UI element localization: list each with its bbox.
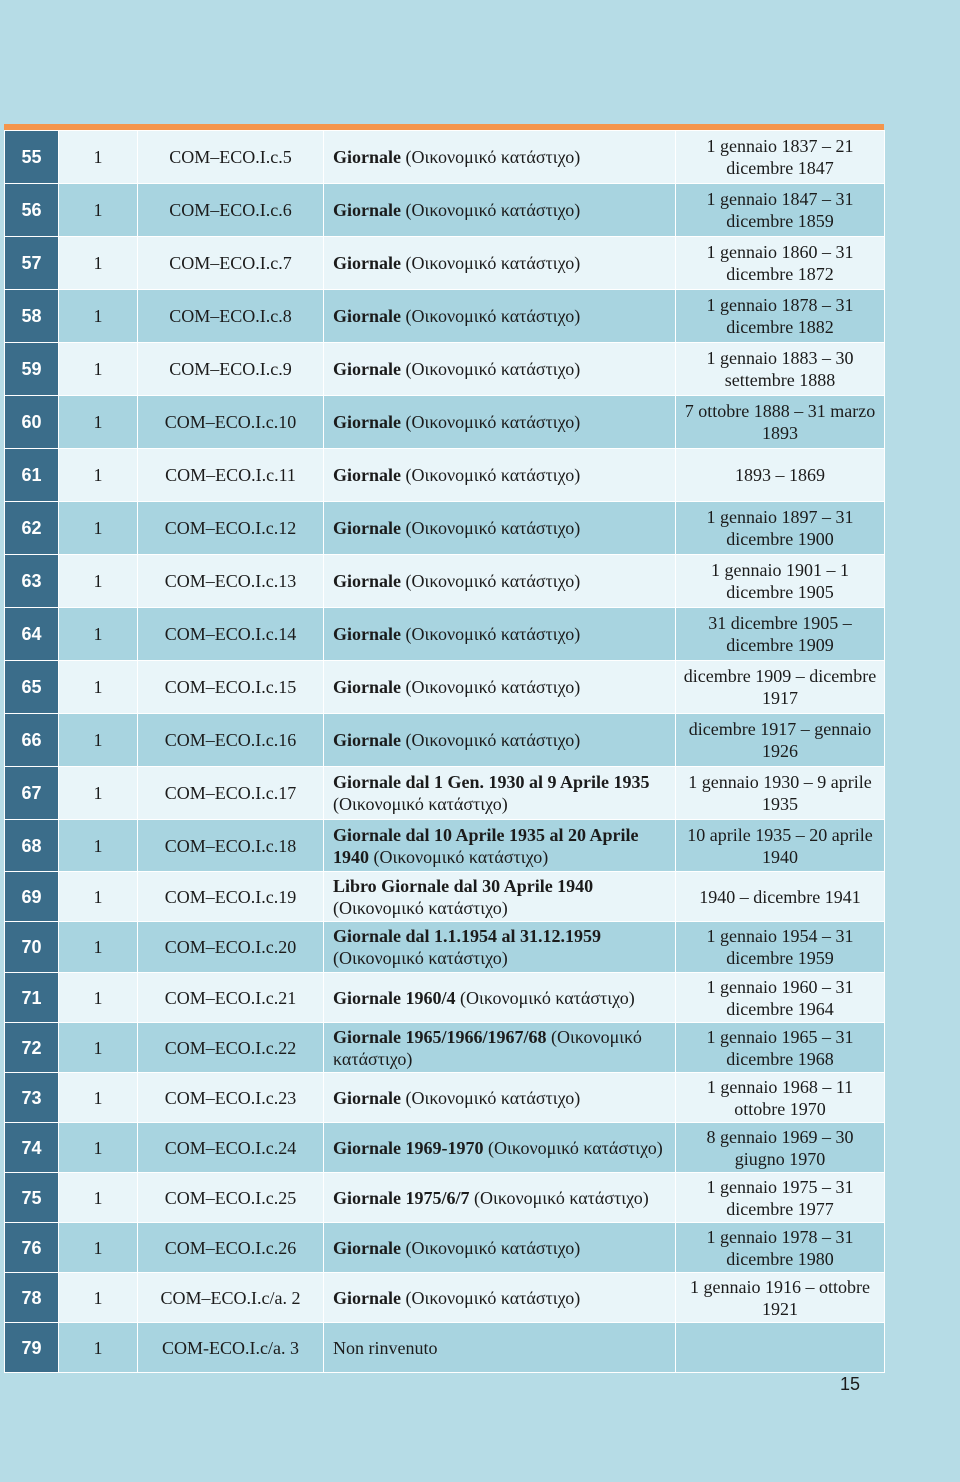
description-note: (Οικονομικό κατάστιχο) [401, 1237, 581, 1258]
row-number-cell: 78 [5, 1273, 59, 1323]
signature-cell: COM–ECO.I.c.10 [138, 396, 324, 449]
signature-cell: COM–ECO.I.c.8 [138, 290, 324, 343]
description-cell [324, 1023, 676, 1073]
table-row [5, 608, 885, 661]
description-note: (Οικονομικό κατάστιχο) [455, 987, 635, 1008]
description-note: (Οικονομικό κατάστιχο) [401, 1087, 581, 1108]
signature-cell: COM–ECO.I.c.24 [138, 1123, 324, 1173]
table-row [5, 1323, 885, 1373]
signature-cell: COM–ECO.I.c/a. 2 [138, 1273, 324, 1323]
signature-cell: COM–ECO.I.c.21 [138, 973, 324, 1023]
description-note: (Οικονομικό κατάστιχο) [401, 200, 581, 220]
row-number-cell: 73 [5, 1073, 59, 1123]
description-title: Giornale [333, 518, 401, 538]
date-range-cell: dicembre 1909 – dicembre 1917 [676, 661, 885, 714]
date-range-cell: 1 gennaio 1901 – 1 dicembre 1905 [676, 555, 885, 608]
row-number-cell: 71 [5, 973, 59, 1023]
row-number-cell: 74 [5, 1123, 59, 1173]
description-note: (Οικονομικό κατάστιχο) [369, 846, 549, 867]
row-number-cell: 63 [5, 555, 59, 608]
table-row [5, 1273, 885, 1323]
volume-count-cell: 1 [59, 555, 138, 608]
description-title: Giornale dal 10 Aprile 1935 al 20 Aprile 1940 [333, 824, 639, 867]
description-cell [324, 449, 676, 502]
table-row [5, 131, 885, 184]
row-number-cell: 59 [5, 343, 59, 396]
signature-cell: COM–ECO.I.c.17 [138, 767, 324, 820]
description-note: (Οικονομικό κατάστιχο) [401, 624, 581, 644]
date-range-cell [676, 1323, 885, 1373]
description-cell [324, 1323, 676, 1373]
volume-count-cell: 1 [59, 714, 138, 767]
table-row [5, 1173, 885, 1223]
row-number-cell: 75 [5, 1173, 59, 1223]
volume-count-cell: 1 [59, 973, 138, 1023]
table-row [5, 661, 885, 714]
catalog-table-body [5, 131, 885, 1373]
description-title: Giornale 1975/6/7 [333, 1187, 470, 1208]
date-range-cell: 1 gennaio 1954 – 31 dicembre 1959 [676, 922, 885, 973]
description-cell [324, 131, 676, 184]
volume-count-cell: 1 [59, 343, 138, 396]
description-cell [324, 1073, 676, 1123]
signature-cell: COM–ECO.I.c.14 [138, 608, 324, 661]
description-title: Giornale [333, 200, 401, 220]
date-range-cell: 7 ottobre 1888 – 31 marzo 1893 [676, 396, 885, 449]
row-number-cell: 56 [5, 184, 59, 237]
row-number-cell: 72 [5, 1023, 59, 1073]
description-title: Giornale [333, 359, 401, 379]
volume-count-cell: 1 [59, 184, 138, 237]
date-range-cell: 1 gennaio 1883 – 30 settembre 1888 [676, 343, 885, 396]
date-range-cell: 1940 – dicembre 1941 [676, 872, 885, 922]
table-row [5, 1223, 885, 1273]
table-row [5, 555, 885, 608]
description-title: Giornale [333, 147, 401, 167]
volume-count-cell: 1 [59, 820, 138, 872]
signature-cell: COM–ECO.I.c.6 [138, 184, 324, 237]
volume-count-cell: 1 [59, 502, 138, 555]
description-cell [324, 396, 676, 449]
signature-cell: COM–ECO.I.c.22 [138, 1023, 324, 1073]
signature-cell: COM–ECO.I.c.11 [138, 449, 324, 502]
row-number-cell: 64 [5, 608, 59, 661]
description-cell [324, 184, 676, 237]
description-note: (Οικονομικό κατάστιχο) [401, 465, 581, 485]
description-cell [324, 1123, 676, 1173]
description-title: Giornale 1965/1966/1967/68 [333, 1026, 547, 1047]
signature-cell: COM–ECO.I.c.23 [138, 1073, 324, 1123]
signature-cell: COM–ECO.I.c.13 [138, 555, 324, 608]
volume-count-cell: 1 [59, 237, 138, 290]
description-title: Giornale [333, 571, 401, 591]
table-row [5, 396, 885, 449]
row-number-cell: 68 [5, 820, 59, 872]
description-cell [324, 290, 676, 343]
description-title: Giornale [333, 306, 401, 326]
table-row [5, 1023, 885, 1073]
row-number-cell: 79 [5, 1323, 59, 1373]
description-cell [324, 1223, 676, 1273]
volume-count-cell: 1 [59, 767, 138, 820]
description-cell [324, 714, 676, 767]
row-number-cell: 62 [5, 502, 59, 555]
row-number-cell: 57 [5, 237, 59, 290]
description-note: (Οικονομικό κατάστιχο) [333, 1026, 642, 1069]
description-note: (Οικονομικό κατάστιχο) [401, 253, 581, 273]
volume-count-cell: 1 [59, 1123, 138, 1173]
table-row [5, 872, 885, 922]
date-range-cell: 1 gennaio 1916 – ottobre 1921 [676, 1273, 885, 1323]
table-row [5, 290, 885, 343]
description-cell [324, 608, 676, 661]
row-number-cell: 70 [5, 922, 59, 973]
volume-count-cell: 1 [59, 290, 138, 343]
description-cell [324, 973, 676, 1023]
volume-count-cell: 1 [59, 1023, 138, 1073]
description-cell [324, 1173, 676, 1223]
row-number-cell: 61 [5, 449, 59, 502]
table-row [5, 237, 885, 290]
volume-count-cell: 1 [59, 661, 138, 714]
signature-cell: COM–ECO.I.c.15 [138, 661, 324, 714]
date-range-cell: 1 gennaio 1930 – 9 aprile 1935 [676, 767, 885, 820]
date-range-cell: 1 gennaio 1837 – 21 dicembre 1847 [676, 131, 885, 184]
row-number-cell: 69 [5, 872, 59, 922]
row-number-cell: 60 [5, 396, 59, 449]
description-cell [324, 237, 676, 290]
description-title: Giornale 1960/4 [333, 987, 456, 1008]
signature-cell: COM–ECO.I.c.19 [138, 872, 324, 922]
description-cell [324, 1273, 676, 1323]
description-title: Giornale [333, 412, 401, 432]
volume-count-cell: 1 [59, 449, 138, 502]
date-range-cell: 1 gennaio 1978 – 31 dicembre 1980 [676, 1223, 885, 1273]
table-row [5, 1073, 885, 1123]
volume-count-cell: 1 [59, 1323, 138, 1373]
description-title: Giornale [333, 1237, 401, 1258]
table-row [5, 714, 885, 767]
description-note: (Οικονομικό κατάστιχο) [333, 794, 508, 814]
description-title: Giornale dal 1.1.1954 al 31.12.1959 [333, 926, 602, 946]
table-row [5, 449, 885, 502]
table-row [5, 820, 885, 872]
date-range-cell: 1 gennaio 1965 – 31 dicembre 1968 [676, 1023, 885, 1073]
signature-cell: COM–ECO.I.c.7 [138, 237, 324, 290]
description-note: (Οικονομικό κατάστιχο) [401, 677, 581, 697]
volume-count-cell: 1 [59, 922, 138, 973]
description-cell [324, 343, 676, 396]
volume-count-cell: 1 [59, 1073, 138, 1123]
date-range-cell: 1 gennaio 1878 – 31 dicembre 1882 [676, 290, 885, 343]
date-range-cell: 8 gennaio 1969 – 30 giugno 1970 [676, 1123, 885, 1173]
description-cell [324, 767, 676, 820]
description-cell [324, 502, 676, 555]
table-row [5, 502, 885, 555]
description-note: (Οικονομικό κατάστιχο) [401, 147, 581, 167]
signature-cell: COM–ECO.I.c.20 [138, 922, 324, 973]
date-range-cell: 1 gennaio 1860 – 31 dicembre 1872 [676, 237, 885, 290]
description-note: (Οικονομικό κατάστιχο) [401, 412, 581, 432]
description-cell [324, 872, 676, 922]
signature-cell: COM–ECO.I.c.18 [138, 820, 324, 872]
description-title: Giornale dal 1 Gen. 1930 al 9 Aprile 1935 [333, 772, 650, 792]
description-title: Giornale [333, 624, 401, 644]
description-note: Non rinvenuto [333, 1337, 438, 1358]
description-title: Giornale [333, 730, 401, 750]
description-title: Giornale [333, 253, 401, 273]
signature-cell: COM–ECO.I.c.9 [138, 343, 324, 396]
description-title: Libro Giornale dal 30 Aprile 1940 [333, 875, 594, 896]
table-row [5, 343, 885, 396]
signature-cell: COM–ECO.I.c.12 [138, 502, 324, 555]
row-number-cell: 76 [5, 1223, 59, 1273]
description-title: Giornale [333, 465, 401, 485]
table-row [5, 184, 885, 237]
date-range-cell: 31 dicembre 1905 – dicembre 1909 [676, 608, 885, 661]
row-number-cell: 65 [5, 661, 59, 714]
description-title: Giornale 1969-1970 [333, 1137, 484, 1158]
table-row [5, 767, 885, 820]
volume-count-cell: 1 [59, 608, 138, 661]
row-number-cell: 67 [5, 767, 59, 820]
description-title: Giornale [333, 1287, 401, 1308]
volume-count-cell: 1 [59, 872, 138, 922]
volume-count-cell: 1 [59, 1173, 138, 1223]
description-cell [324, 820, 676, 872]
archive-catalog-table [4, 130, 885, 1373]
table-row [5, 1123, 885, 1173]
row-number-cell: 55 [5, 131, 59, 184]
date-range-cell: 1 gennaio 1975 – 31 dicembre 1977 [676, 1173, 885, 1223]
description-note: (Οικονομικό κατάστιχο) [401, 1287, 581, 1308]
signature-cell: COM–ECO.I.c.25 [138, 1173, 324, 1223]
description-note: (Οικονομικό κατάστιχο) [401, 518, 581, 538]
volume-count-cell: 1 [59, 1223, 138, 1273]
date-range-cell: 10 aprile 1935 – 20 aprile 1940 [676, 820, 885, 872]
description-cell [324, 661, 676, 714]
signature-cell: COM–ECO.I.c.5 [138, 131, 324, 184]
description-note: (Οικονομικό κατάστιχο) [401, 359, 581, 379]
signature-cell: COM-ECO.I.c/a. 3 [138, 1323, 324, 1373]
row-number-cell: 66 [5, 714, 59, 767]
description-cell [324, 555, 676, 608]
row-number-cell: 58 [5, 290, 59, 343]
date-range-cell: 1893 – 1869 [676, 449, 885, 502]
table-row [5, 973, 885, 1023]
signature-cell: COM–ECO.I.c.16 [138, 714, 324, 767]
signature-cell: COM–ECO.I.c.26 [138, 1223, 324, 1273]
date-range-cell: 1 gennaio 1968 – 11 ottobre 1970 [676, 1073, 885, 1123]
description-note: (Οικονομικό κατάστιχο) [469, 1187, 649, 1208]
date-range-cell: 1 gennaio 1847 – 31 dicembre 1859 [676, 184, 885, 237]
description-note: (Οικονομικό κατάστιχο) [401, 571, 581, 591]
date-range-cell: dicembre 1917 – gennaio 1926 [676, 714, 885, 767]
page-number: 15 [840, 1374, 861, 1394]
volume-count-cell: 1 [59, 396, 138, 449]
description-note: (Οικονομικό κατάστιχο) [401, 730, 581, 750]
date-range-cell: 1 gennaio 1897 – 31 dicembre 1900 [676, 502, 885, 555]
date-range-cell: 1 gennaio 1960 – 31 dicembre 1964 [676, 973, 885, 1023]
description-note: (Οικονομικό κατάστιχο) [333, 897, 508, 918]
description-note: (Οικονομικό κατάστιχο) [333, 948, 508, 968]
description-title: Giornale [333, 1087, 401, 1108]
volume-count-cell: 1 [59, 1273, 138, 1323]
description-note: (Οικονομικό κατάστιχο) [401, 306, 581, 326]
description-title: Giornale [333, 677, 401, 697]
volume-count-cell: 1 [59, 131, 138, 184]
description-note: (Οικονομικό κατάστιχο) [483, 1137, 663, 1158]
table-row [5, 922, 885, 973]
description-cell [324, 922, 676, 973]
